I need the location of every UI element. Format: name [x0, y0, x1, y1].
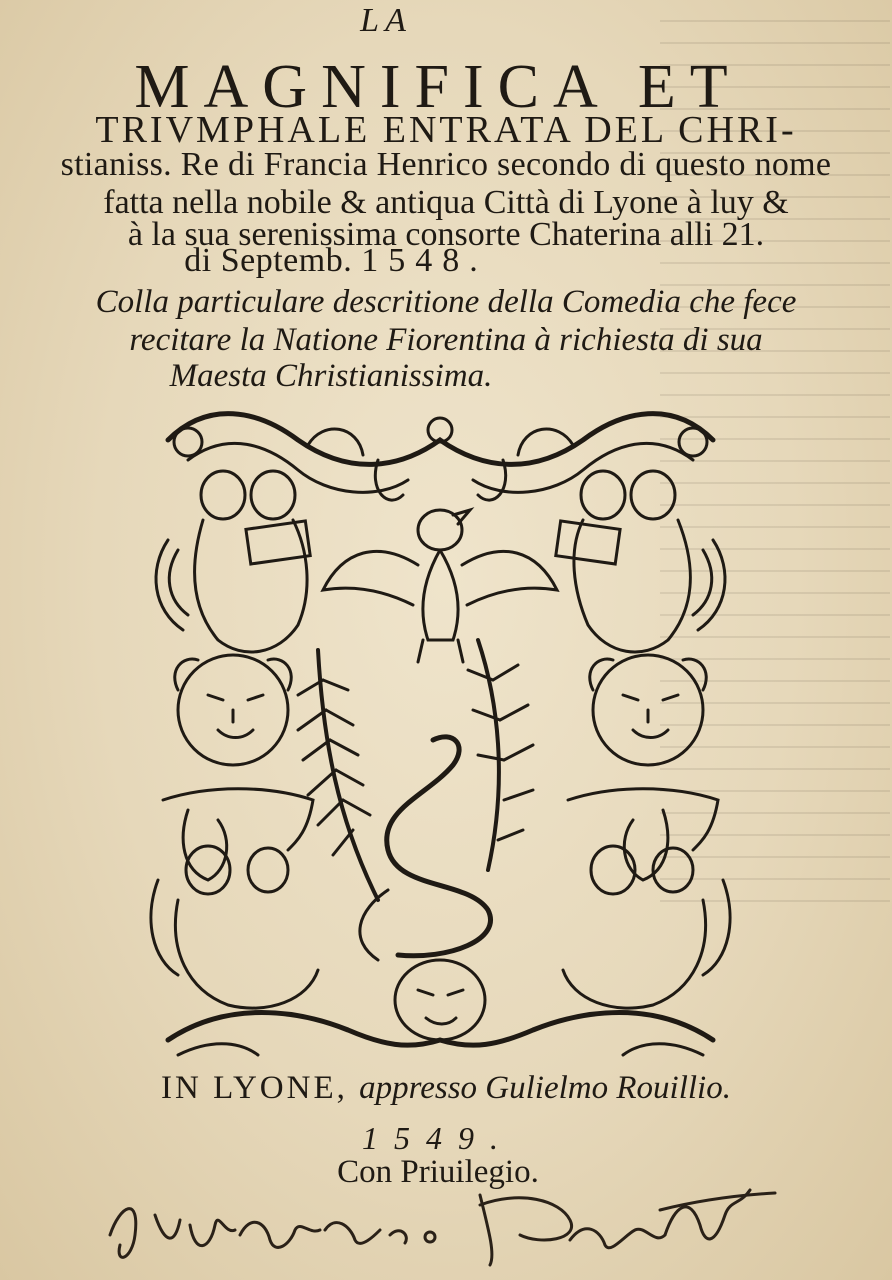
imprint-publisher: appresso Gulielmo Rouillio. [359, 1070, 731, 1106]
imprint-year: 1549. [362, 1120, 514, 1156]
privilege-line: Con Priuilegio. [337, 1154, 539, 1190]
date-text: di Septemb. [184, 242, 353, 279]
italic-line-3: Maesta Christianissima. [169, 358, 493, 394]
title-line-1: MAGNIFICA ET [134, 53, 742, 121]
date-line [0, 242, 782, 280]
imprint-line [0, 1070, 892, 1107]
title-line-3: stianiss. Re di Francia Henrico secondo di questo nome [60, 146, 832, 183]
imprint-place: IN LYONE, [161, 1070, 348, 1106]
head-word: LA [360, 2, 412, 39]
woodcut-illustration [148, 400, 733, 1068]
title-line-2: TRIVMPHALE ENTRATA DEL CHRI- [95, 109, 797, 151]
title-line-4: fatta nella nobile & antiqua Città di Lyone à luy & [103, 184, 789, 221]
italic-line-1: Colla particulare descritione della Comedia che fece [95, 284, 797, 320]
italic-line-2: recitare la Natione Fiorentina à richiesta di sua [129, 322, 763, 358]
title-line-5: à la sua serenissima consorte Chaterina alli 21. [127, 216, 765, 253]
handwritten-signature [100, 1175, 780, 1280]
date-year: 1548. [361, 242, 488, 279]
